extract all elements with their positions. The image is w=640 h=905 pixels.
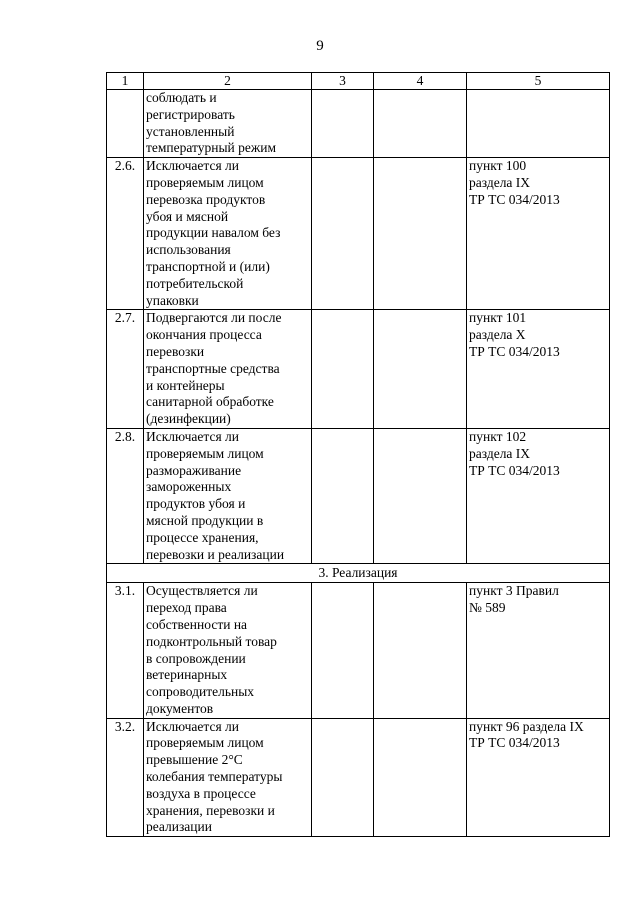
column-header: 4 [374,73,467,90]
legal-reference: пункт 3 Правил № 589 [467,583,610,718]
legal-reference: пункт 96 раздела IX ТР ТС 034/2013 [467,718,610,837]
item-number [107,90,144,158]
legal-reference: пункт 100 раздела IX ТР ТС 034/2013 [467,158,610,310]
legal-reference: пункт 102 раздела IX ТР ТС 034/2013 [467,428,610,563]
legal-reference [467,90,610,158]
item-number: 3.2. [107,718,144,837]
checklist-table [106,72,610,837]
item-number: 2.7. [107,310,144,429]
item-question: Исключается ли проверяемым лицом размораживание замороженных продуктов убоя и мясной продукции в процессе хранения, перевозки и реализации [144,428,312,563]
answer-cell-3 [312,158,374,310]
item-question: Исключается ли проверяемым лицом перевозка продуктов убоя и мясной продукции навалом без использования транспортной и (или) потребительской упаковки [144,158,312,310]
table-row [107,310,610,429]
item-question: Исключается ли проверяемым лицом превышение 2°С колебания температуры воздуха в процессе хранения, перевозки и реализации [144,718,312,837]
item-question: Подвергаются ли после окончания процесса перевозки транспортные средства и контейнеры санитарной обработке (дезинфекции) [144,310,312,429]
item-number: 2.6. [107,158,144,310]
answer-cell-4 [374,158,467,310]
legal-reference: пункт 101 раздела X ТР ТС 034/2013 [467,310,610,429]
item-question: Осуществляется ли переход права собственности на подконтрольный товар в сопровождении ветеринарных сопроводительных документов [144,583,312,718]
section-row [107,564,610,583]
answer-cell-3 [312,718,374,837]
answer-cell-4 [374,428,467,563]
answer-cell-4 [374,90,467,158]
answer-cell-3 [312,428,374,563]
answer-cell-3 [312,90,374,158]
item-number: 3.1. [107,583,144,718]
table-header-row [107,73,610,90]
table-row [107,428,610,563]
page-number: 9 [316,38,324,54]
column-header: 2 [144,73,312,90]
section-title: 3. Реализация [107,564,610,583]
table-row [107,718,610,837]
table-row [107,90,610,158]
answer-cell-4 [374,718,467,837]
table-row [107,583,610,718]
answer-cell-3 [312,583,374,718]
column-header: 5 [467,73,610,90]
column-header: 3 [312,73,374,90]
column-header: 1 [107,73,144,90]
item-question: соблюдать и регистрировать установленный температурный режим [144,90,312,158]
answer-cell-4 [374,310,467,429]
table-row [107,158,610,310]
answer-cell-3 [312,310,374,429]
item-number: 2.8. [107,428,144,563]
answer-cell-4 [374,583,467,718]
